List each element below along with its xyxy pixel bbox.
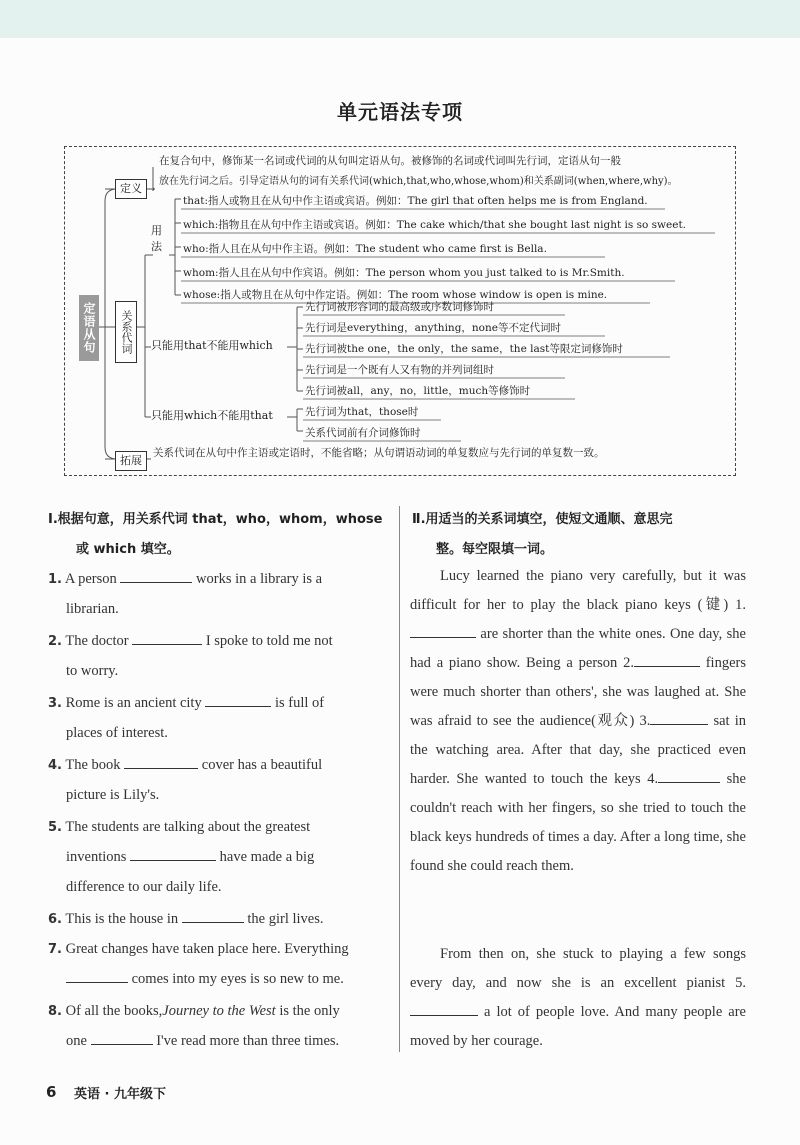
relative-pronoun-label: 关系代词	[115, 301, 137, 363]
passage-blank-1[interactable]	[410, 623, 476, 638]
question-1-cont: librarian.	[66, 601, 119, 617]
question-6: 6. This is the house in the girl lives.	[48, 904, 324, 935]
usage-item-whom: whom:指人且在从句中作宾语。例如：The person whom you just talked to is Mr.Smith.	[183, 267, 625, 279]
which-only-item: 关系代词前有介词修饰时	[305, 427, 421, 439]
answer-blank[interactable]	[66, 968, 128, 983]
definition-line-2: 放在先行词之后。引导定语从句的词有关系代词(which,that,who,whose,whom)和关系副词(when,where,why)。	[159, 176, 678, 187]
passage-blank-5[interactable]	[410, 1001, 478, 1016]
answer-blank[interactable]	[91, 1030, 153, 1045]
that-only-item: 先行词被the one，the only，the same，the last等限定词修饰时	[305, 343, 623, 355]
answer-blank[interactable]	[182, 908, 244, 923]
passage-paragraph-2: From then on, she stuck to playing a few songs every day, and now she is an excellent pianist 5. a lot of people love. And many people are moved by her courage.	[410, 946, 746, 1049]
extension-label: 拓展	[115, 451, 147, 471]
that-only-item: 先行词是一个既有人又有物的并列词组时	[305, 364, 494, 376]
question-8-cont: one I've read more than three times.	[66, 1026, 339, 1056]
mindmap-root-label: 定语从句	[79, 295, 99, 361]
which-only-item: 先行词为that，those时	[305, 406, 419, 418]
that-only-label: 只能用that不能用which	[151, 339, 273, 352]
answer-blank[interactable]	[132, 630, 202, 645]
extension-text: 关系代词在从句中作主语或定语时，不能省略；从句谓语动词的单复数应与先行词的单复数一致。	[153, 447, 605, 459]
question-7-cont: comes into my eyes is so new to me.	[66, 964, 344, 994]
answer-blank[interactable]	[130, 846, 216, 861]
question-4: 4. The book cover has a beautiful	[48, 750, 322, 781]
usage-item-whose: whose:指人或物且在从句中作定语。例如：The room whose window is open is mine.	[183, 289, 608, 301]
question-1: 1. A person works in a library is a	[48, 564, 322, 595]
passage-blank-3[interactable]	[650, 710, 708, 725]
grammar-mindmap	[64, 146, 736, 476]
definition-line-1: 在复合句中，修饰某一名词或代词的从句叫定语从句。被修饰的名词或代词叫先行词，定语从句一般	[159, 155, 621, 167]
question-5: 5. The students are talking about the greatest	[48, 819, 311, 835]
question-5-cont2: difference to our daily life.	[66, 879, 222, 895]
question-2-cont: to worry.	[66, 663, 119, 679]
page-title: 单元语法专项	[337, 100, 463, 124]
passage-paragraph-1: Lucy learned the piano very carefully, but it was difficult for her to play the black piano keys (键) 1. are shorter than the white ones. One day, she had a piano show. Being a person 2. fingers were much shorter than others', she was laughed at. She was afraid to see the audience(观众) 3. sat in the watching area. After that day, she practiced even harder. She wanted to touch the keys 4. she couldn't reach with her fingers, so she tried to touch the black keys hundreds of times a day. After a long time, she found she could reach them.	[410, 568, 746, 874]
question-3-cont: places of interest.	[66, 725, 168, 741]
answer-blank[interactable]	[124, 754, 198, 769]
passage-blank-2[interactable]	[634, 652, 700, 667]
question-8: 8. Of all the books,Journey to the West is the only	[48, 1003, 340, 1019]
section1-heading-line1: Ⅰ.根据句意，用关系代词 that，who，whom，whose	[48, 512, 383, 527]
passage-blank-4[interactable]	[658, 768, 720, 783]
question-2: 2. The doctor I spoke to told me not	[48, 626, 333, 657]
usage-label: 用法	[151, 224, 162, 253]
that-only-item: 先行词被形容词的最高级或序数词修饰时	[305, 301, 494, 313]
question-3: 3. Rome is an ancient city is full of	[48, 688, 324, 719]
usage-item-that: that:指人或物且在从句中作主语或宾语。例如：The girl that often helps me is from England.	[183, 195, 648, 207]
top-band	[0, 0, 800, 38]
question-4-cont: picture is Lily's.	[66, 787, 160, 803]
answer-blank[interactable]	[120, 568, 192, 583]
that-only-item: 先行词被all，any，no，little，much等修饰时	[305, 385, 531, 397]
usage-item-who: who:指人且在从句中作主语。例如：The student who came first is Bella.	[183, 243, 547, 255]
section2-heading-line2: 整。每空限填一词。	[436, 542, 554, 557]
that-only-item: 先行词是everything，anything，none等不定代词时	[305, 322, 561, 334]
column-divider	[399, 506, 400, 1052]
page-number: 6	[46, 1083, 57, 1101]
section2-heading-line1: Ⅱ.用适当的关系词填空，使短文通顺、意思完	[412, 512, 673, 527]
definition-label: 定义	[115, 179, 147, 199]
section1-heading-line2: 或 which 填空。	[76, 542, 180, 557]
question-5-cont: inventions have made a big	[66, 842, 314, 872]
usage-item-which: which:指物且在从句中作主语或宾语。例如：The cake which/that she bought last night is so sweet.	[183, 219, 687, 231]
answer-blank[interactable]	[205, 692, 271, 707]
question-7: 7. Great changes have taken place here. Everything	[48, 941, 349, 957]
which-only-label: 只能用which不能用that	[151, 409, 273, 422]
book-label: 英语 · 九年级下	[74, 1087, 166, 1102]
